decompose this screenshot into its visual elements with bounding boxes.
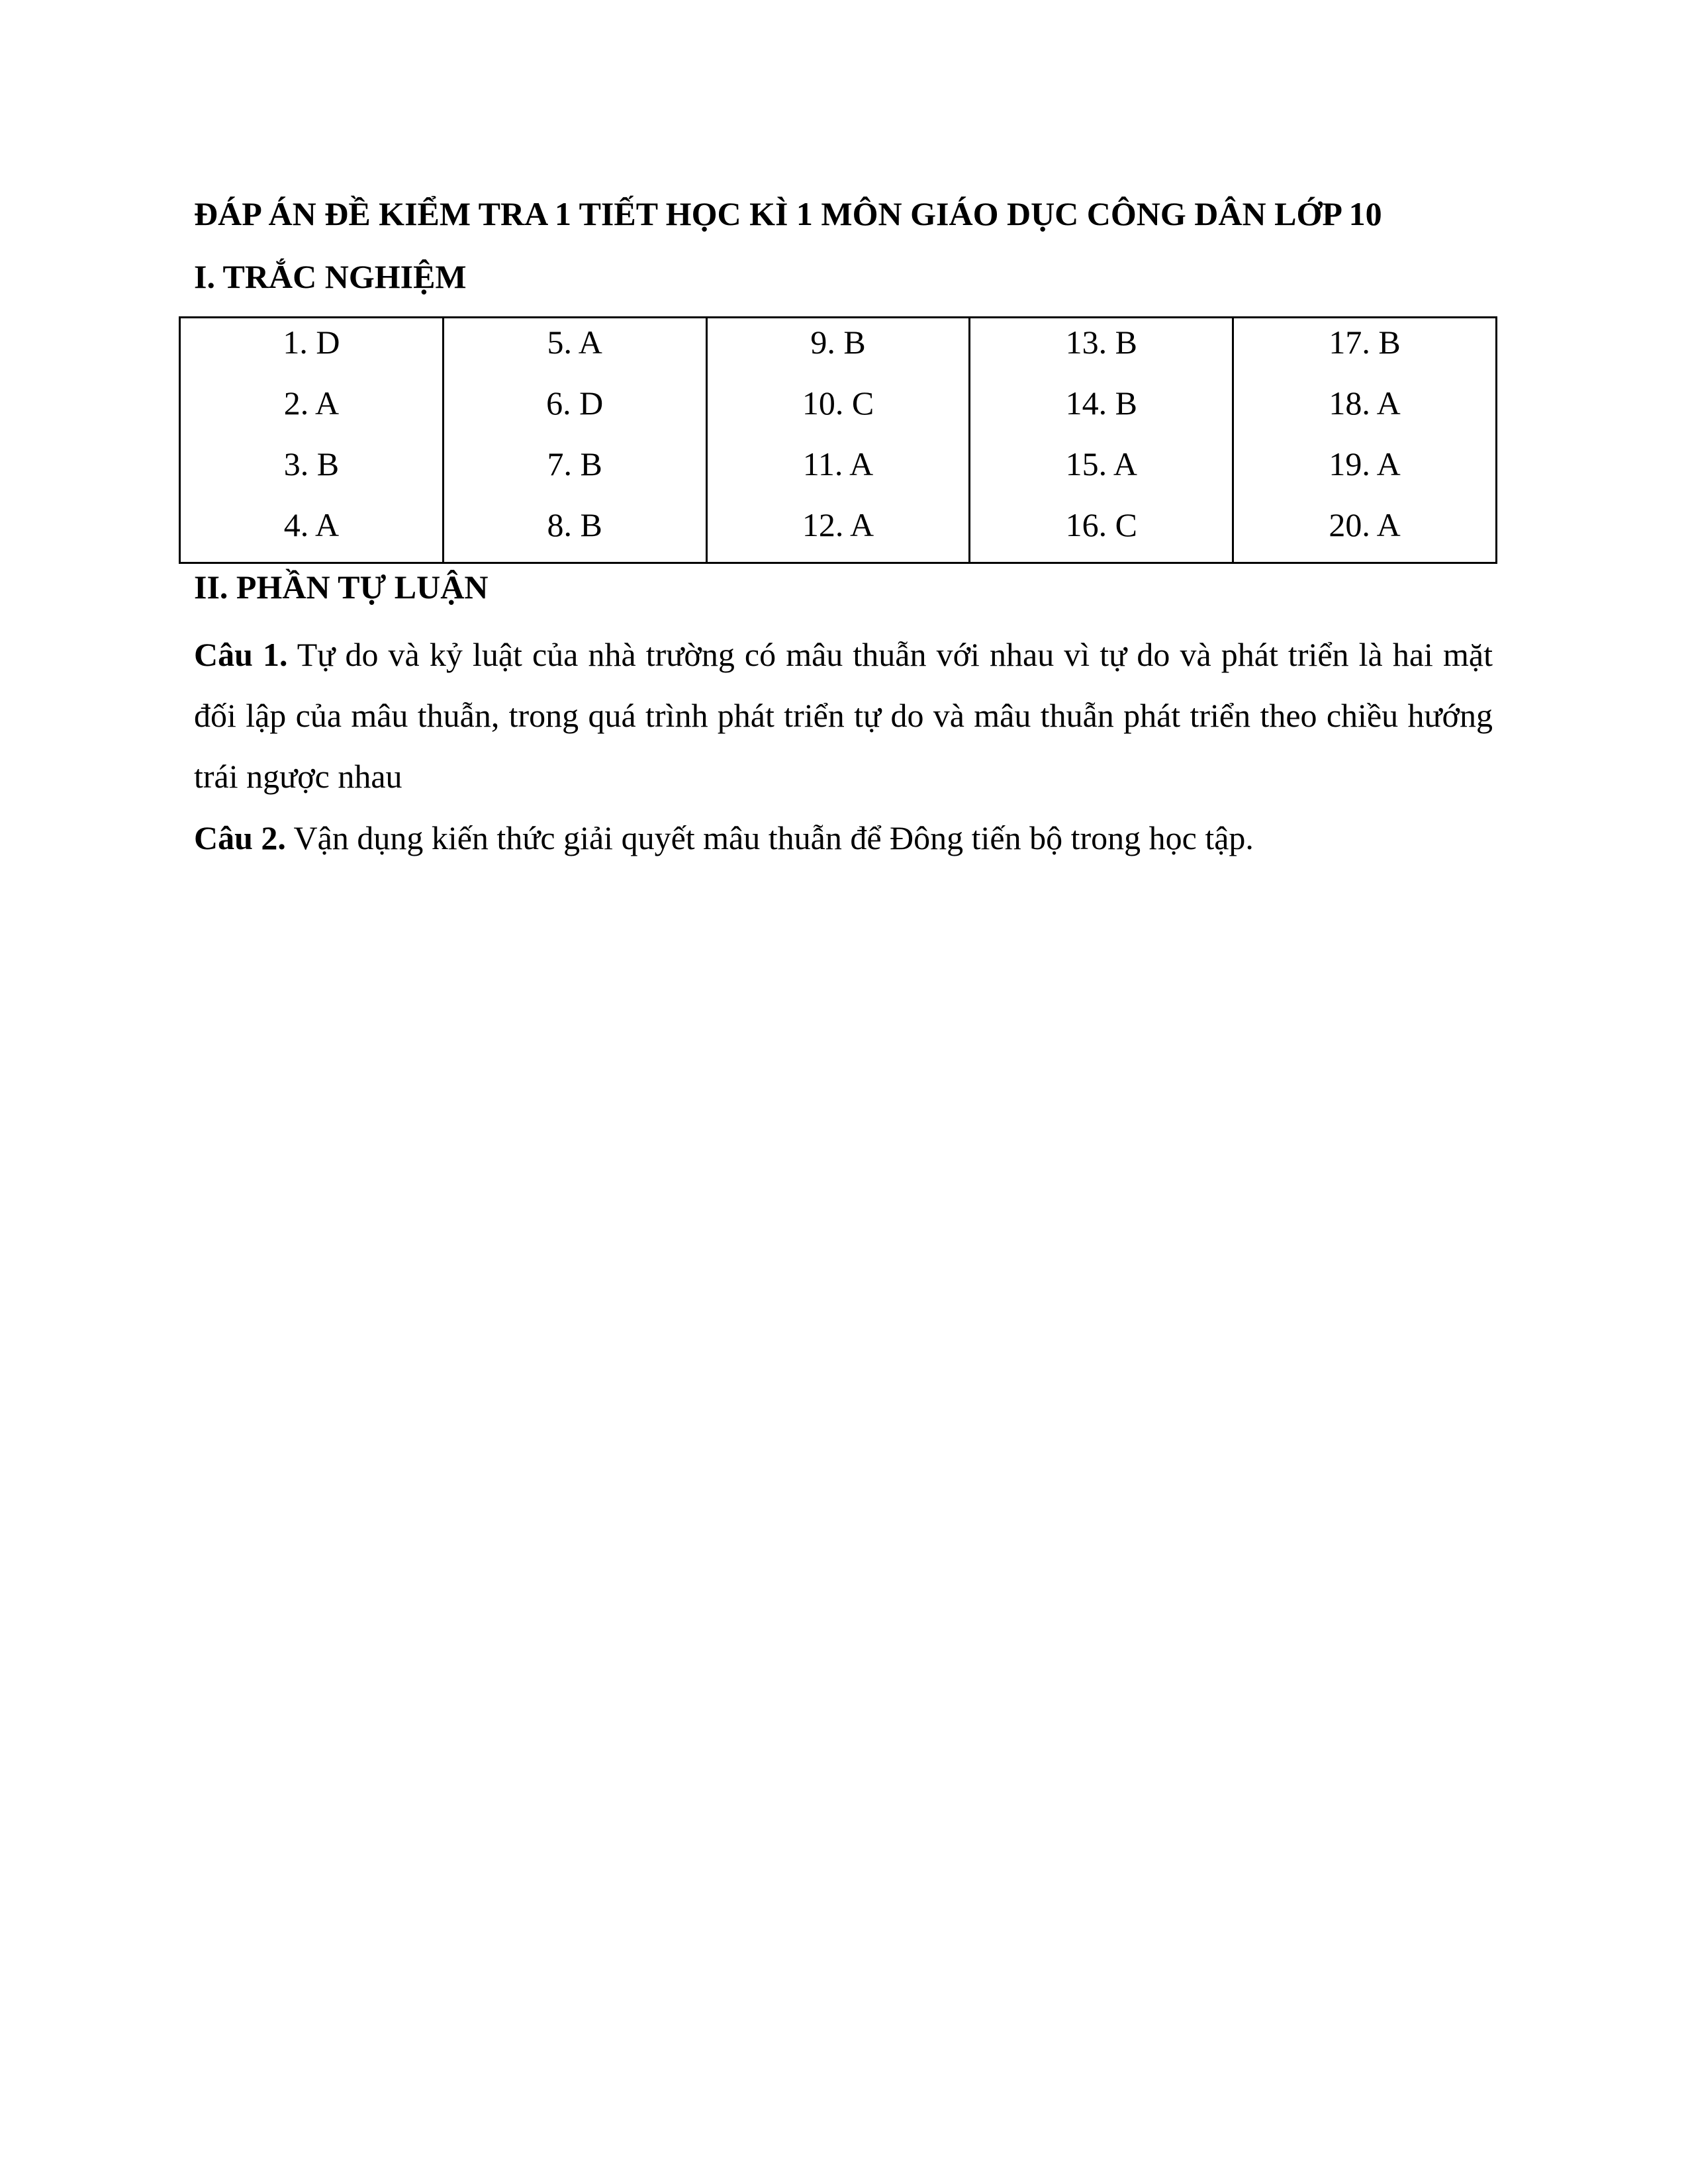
answer-column (181, 318, 444, 562)
answer-cell: 19. A (1329, 445, 1401, 482)
answer-cell: 9. B (810, 324, 866, 361)
answer-cell: 5. A (547, 324, 602, 361)
answer-cell: 12. A (802, 506, 874, 543)
answer-cell: 2. A (283, 385, 340, 422)
answer-cell: 8. B (547, 506, 602, 543)
answer-cell: 14. B (1065, 385, 1137, 422)
answer-cell: 16. C (1065, 506, 1137, 543)
answer-column (444, 318, 708, 562)
answer-cell: 11. A (802, 445, 874, 482)
answer-cell: 15. A (1065, 445, 1137, 482)
answer-column (1234, 318, 1495, 562)
answer-cell: 18. A (1329, 385, 1401, 422)
answer-cell: 4. A (283, 506, 340, 543)
answer-cell: 7. B (547, 445, 602, 482)
answer-cell: 3. B (283, 445, 340, 482)
answer-cell: 13. B (1065, 324, 1137, 361)
answer-cell: 20. A (1329, 506, 1401, 543)
question-label: Câu 1. (194, 636, 288, 673)
answer-cell: 6. D (546, 385, 604, 422)
section-heading-essay: II. PHẦN TỰ LUẬN (194, 569, 489, 606)
document-title: ĐÁP ÁN ĐỀ KIỂM TRA 1 TIẾT HỌC KÌ 1 MÔN GIÁO DỤC CÔNG DÂN LỚP 10 (194, 195, 1382, 232)
answer-cell: 17. B (1329, 324, 1401, 361)
answer-cell: 10. C (802, 385, 874, 422)
answer-table (179, 316, 1497, 564)
question-answer-text: Tự do và kỷ luật của nhà trường có mâu thuẫn với nhau vì tự do và phát triển là hai mặt đối lập của mâu thuẫn, trong quá trình phát triển tự do và mâu thuẫn phát triển theo chiều hướng trái ngược nhau (194, 636, 1493, 795)
answer-column (970, 318, 1234, 562)
essay-question-2 (194, 807, 1493, 868)
essay-question-1 (194, 624, 1493, 807)
answer-column (708, 318, 971, 562)
answer-cell: 1. D (283, 324, 340, 361)
section-heading-multiple-choice: I. TRẮC NGHIỆM (194, 258, 467, 295)
question-answer-text: Vận dụng kiến thức giải quyết mâu thuẫn để Đông tiến bộ trong học tập. (285, 819, 1254, 856)
question-label: Câu 2. (194, 819, 286, 856)
